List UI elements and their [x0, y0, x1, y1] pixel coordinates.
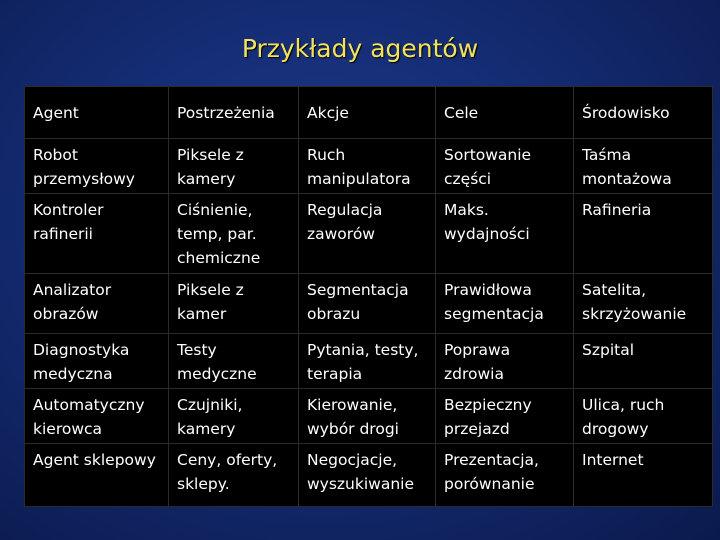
- table-cell: Kierowanie, wybór drogi: [299, 389, 436, 444]
- table-cell: Negocjacje, wyszukiwanie: [299, 444, 436, 507]
- table-cell: Ruch manipulatora: [299, 139, 436, 194]
- table-cell: Automatyczny kierowca: [25, 389, 169, 444]
- table-cell: Prezentacja, porównanie: [436, 444, 574, 507]
- table-cell: Pytania, testy, terapia: [299, 334, 436, 389]
- table-cell: Bezpieczny przejazd: [436, 389, 574, 444]
- agents-table: [24, 86, 713, 507]
- table-cell: Ceny, oferty, sklepy.: [169, 444, 299, 507]
- table-cell: Maks. wydajności: [436, 194, 574, 274]
- table-cell: Prawidłowa segmentacja: [436, 274, 574, 334]
- table-cell: Rafineria: [574, 194, 713, 274]
- table-row: [25, 194, 713, 274]
- table-row: [25, 389, 713, 444]
- table-cell: Czujniki, kamery: [169, 389, 299, 444]
- header-cell-agent: Agent: [25, 87, 169, 139]
- table-cell: Internet: [574, 444, 713, 507]
- table-cell: Piksele z kamery: [169, 139, 299, 194]
- table-cell: Piksele z kamer: [169, 274, 299, 334]
- table-cell: Ulica, ruch drogowy: [574, 389, 713, 444]
- table-cell: Ciśnienie, temp, par. chemiczne: [169, 194, 299, 274]
- table-row: [25, 334, 713, 389]
- slide-title: Przykłady agentów: [241, 34, 479, 63]
- table-cell: Diagnostyka medyczna: [25, 334, 169, 389]
- table-row: [25, 274, 713, 334]
- table-cell: Szpital: [574, 334, 713, 389]
- table-cell: Agent sklepowy: [25, 444, 169, 507]
- header-cell-actions: Akcje: [299, 87, 436, 139]
- table-cell: Segmentacja obrazu: [299, 274, 436, 334]
- table-cell: Poprawa zdrowia: [436, 334, 574, 389]
- table-cell: Kontroler rafinerii: [25, 194, 169, 274]
- table-cell: Satelita, skrzyżowanie: [574, 274, 713, 334]
- table-cell: Taśma montażowa: [574, 139, 713, 194]
- table-cell: Robot przemysłowy: [25, 139, 169, 194]
- table-cell: Regulacja zaworów: [299, 194, 436, 274]
- table-cell: Sortowanie części: [436, 139, 574, 194]
- header-cell-perceptions: Postrzeżenia: [169, 87, 299, 139]
- table-row: [25, 444, 713, 507]
- table-cell: Analizator obrazów: [25, 274, 169, 334]
- table-cell: Testy medyczne: [169, 334, 299, 389]
- table-row: [25, 139, 713, 194]
- table-header-row: [25, 87, 713, 139]
- header-cell-goals: Cele: [436, 87, 574, 139]
- header-cell-environment: Środowisko: [574, 87, 713, 139]
